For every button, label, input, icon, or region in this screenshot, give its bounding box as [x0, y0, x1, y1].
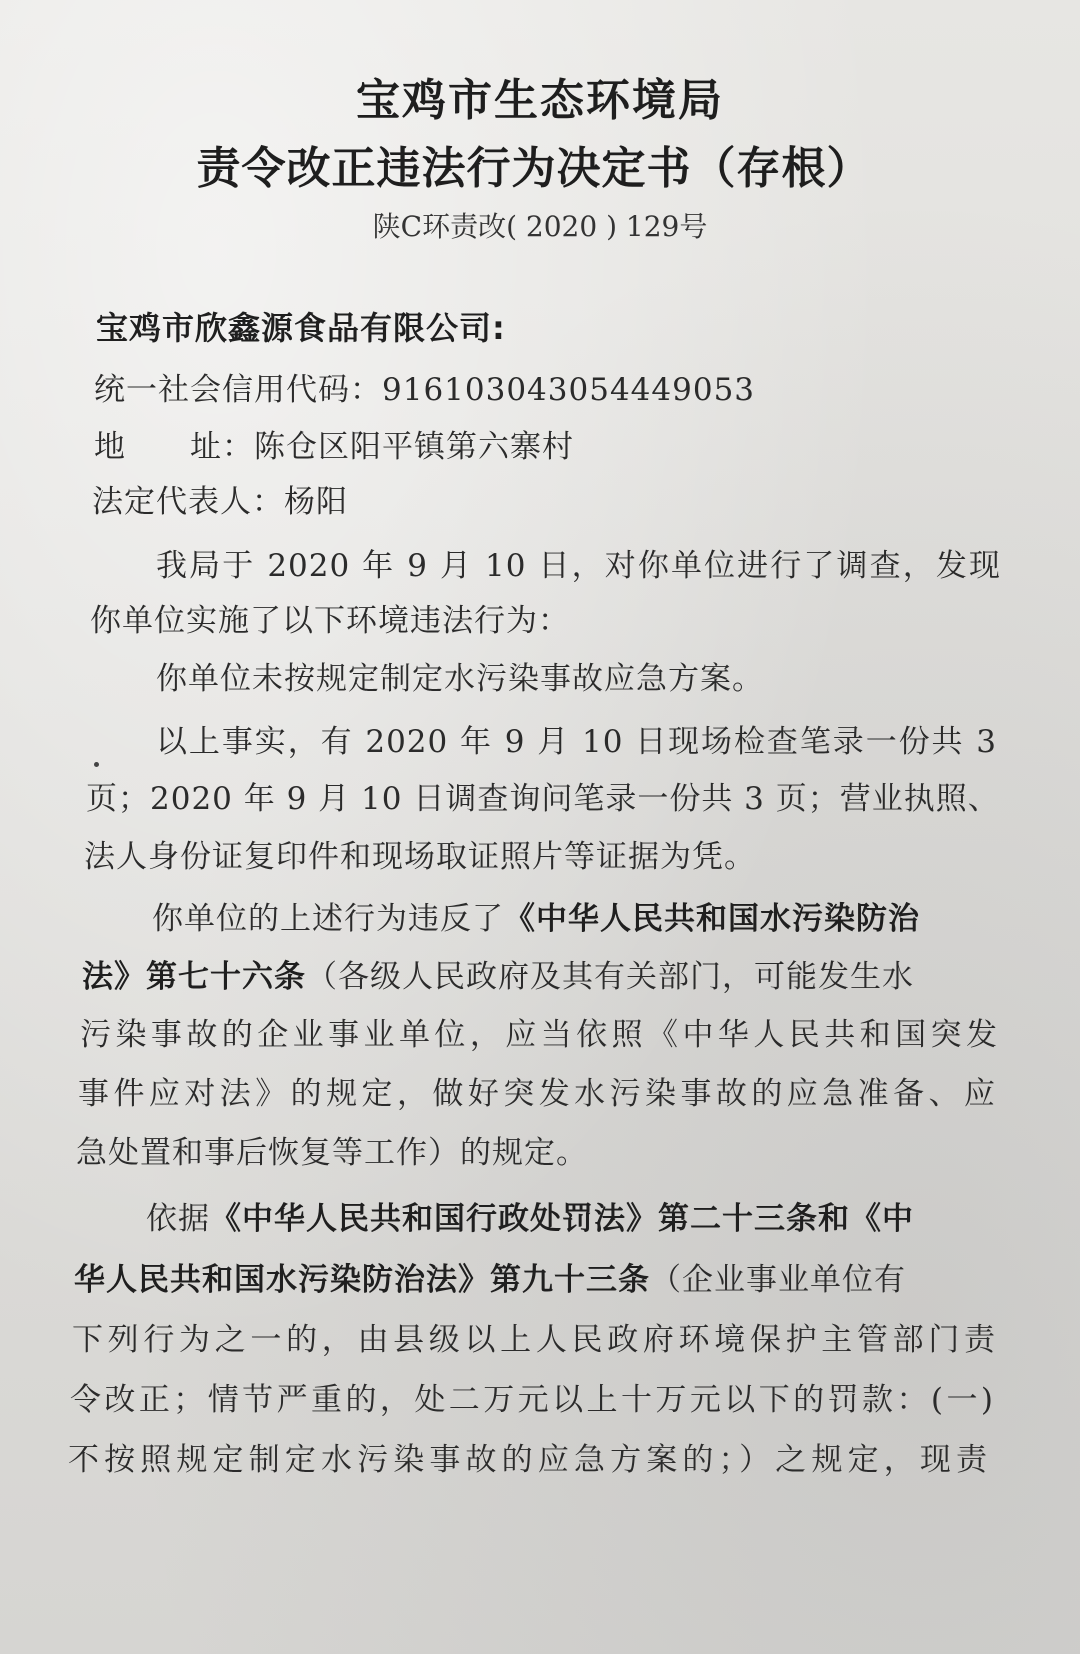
body-line: 以上事实，有 2020 年 9 月 10 日现场检查笔录一份共 3 — [156, 724, 997, 760]
body-text: （企业事业单位有 — [650, 1262, 906, 1298]
law-citation: 法》第七十六条 — [82, 959, 306, 995]
document-title: 责令改正违法行为决定书（存根） — [196, 143, 872, 194]
law-citation: 《中华人民共和国行政处罚法》第二十三条和《中 — [210, 1201, 914, 1237]
address-value: 陈仓区阳平镇第六寨村 — [254, 429, 574, 465]
body-line: 我局于 2020 年 9 月 10 日，对你单位进行了调查，发现 — [156, 548, 1001, 584]
addressee-name: 宝鸡市欣鑫源食品有限公司: — [96, 309, 506, 347]
address-label: 地 址： — [94, 429, 254, 465]
stray-mark — [94, 762, 99, 767]
document-number: 陕C环责改( 2020 ) 129号 — [372, 210, 708, 243]
body-line: 你单位未按规定制定水污染事故应急方案。 — [156, 661, 764, 697]
body-line: 急处置和事后恢复等工作）的规定。 — [76, 1135, 588, 1171]
body-line: 下列行为之一的，由县级以上人民政府环境保护主管部门责 — [72, 1322, 996, 1358]
body-text: 依据 — [146, 1201, 210, 1237]
law-citation: 《中华人民共和国水污染防治 — [504, 901, 920, 937]
body-text: （各级人民政府及其有关部门，可能发生水 — [306, 959, 914, 995]
credit-code-line: 统一社会信用代码：916103043054449053 — [94, 372, 756, 408]
law-citation: 华人民共和国水污染防治法》第九十三条 — [74, 1262, 650, 1298]
body-line: 不按照规定制定水污染事故的应急方案的；）之规定，现责 — [68, 1442, 988, 1478]
body-text: 你单位的上述行为违反了 — [152, 901, 504, 937]
body-line: 法人身份证复印件和现场取证照片等证据为凭。 — [84, 839, 756, 875]
body-line: 你单位实施了以下环境违法行为： — [90, 603, 570, 639]
body-line: 令改正；情节严重的，处二万元以上十万元以下的罚款：(一) — [70, 1382, 994, 1418]
body-line: 事件应对法》的规定，做好突发水污染事故的应急准备、应 — [78, 1076, 996, 1112]
body-line — [152, 899, 1002, 939]
body-line: 污染事故的企业事业单位，应当依照《中华人民共和国突发 — [80, 1017, 998, 1053]
legal-representative-line: 法定代表人：杨阳 — [92, 484, 348, 520]
agency-name: 宝鸡市生态环境局 — [356, 75, 724, 126]
body-line — [82, 957, 1002, 997]
body-line — [146, 1199, 996, 1239]
body-line: 页；2020 年 9 月 10 日调查询问笔录一份共 3 页；营业执照、 — [86, 781, 1000, 817]
address-line — [94, 427, 574, 467]
body-line — [74, 1260, 998, 1300]
